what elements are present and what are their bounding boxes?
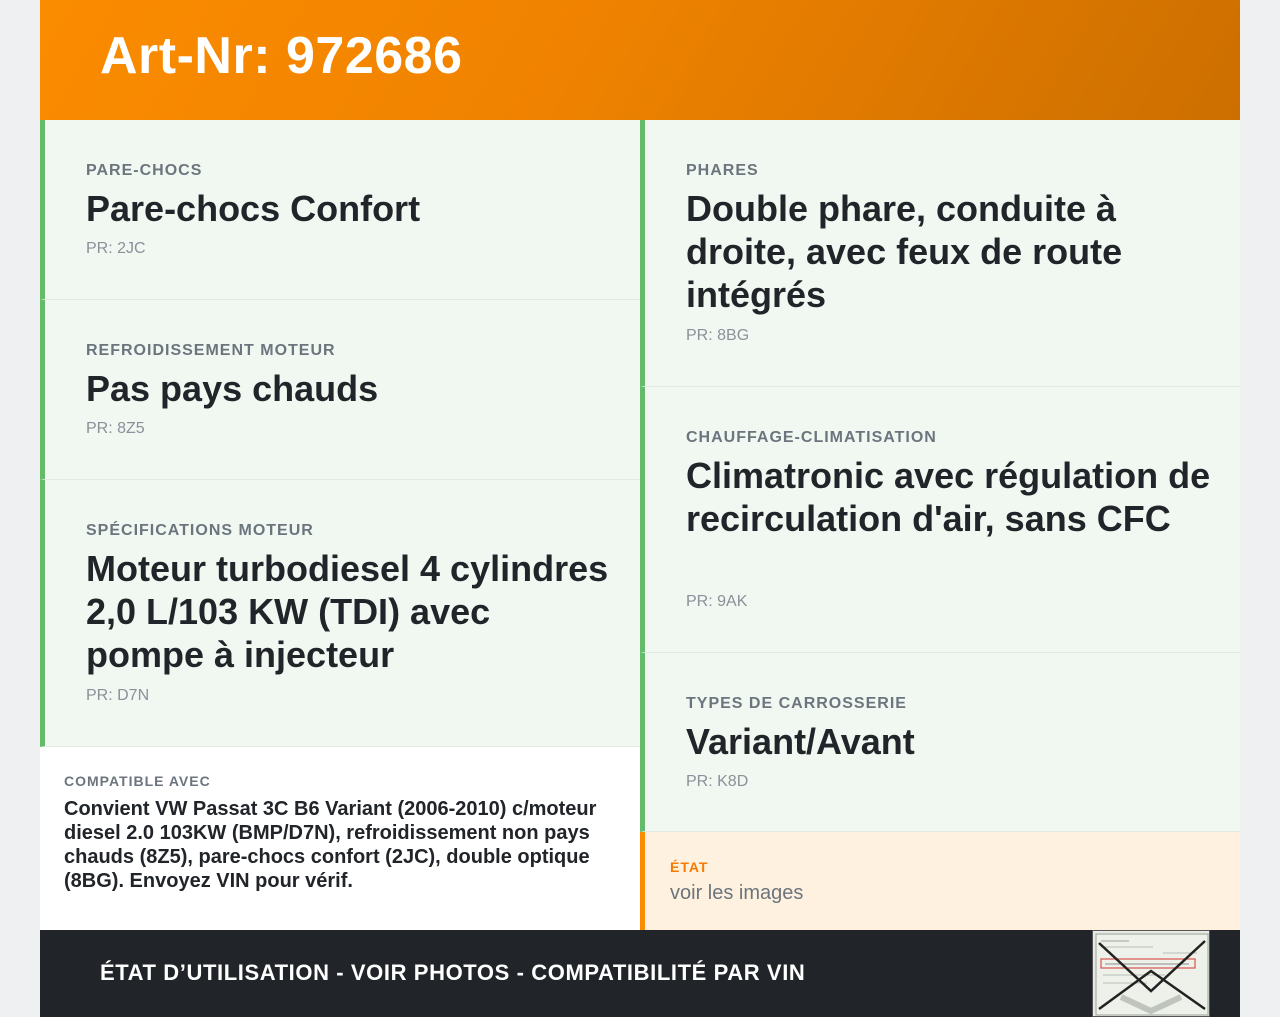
spec-card-engine-cooling	[40, 300, 640, 480]
spec-label: PARE-CHOCS	[86, 162, 203, 179]
spec-pr-code: PR: 9AK	[686, 593, 748, 610]
product-sheet	[40, 0, 1240, 1017]
spec-card-climate	[640, 387, 1240, 653]
spec-label: CHAUFFAGE-CLIMATISATION	[686, 429, 937, 446]
footer-text: ÉTAT D’UTILISATION - VOIR PHOTOS - COMPATIBILITÉ PAR VIN	[100, 960, 806, 985]
spec-pr-code: PR: 8BG	[686, 327, 750, 344]
spec-pr-code: PR: D7N	[86, 687, 150, 704]
condition-label: ÉTAT	[670, 859, 709, 875]
compatibility-box	[40, 747, 640, 930]
condition-box	[640, 832, 1240, 930]
spec-pr-code: PR: 2JC	[86, 240, 146, 257]
spec-pr-code: PR: K8D	[686, 773, 749, 790]
footer-bar	[40, 930, 1240, 1017]
spec-value: Double phare, conduite à droite, avec feux de route intégrés	[686, 188, 1123, 315]
header-banner	[40, 0, 1240, 120]
spec-pr-code: PR: 8Z5	[86, 420, 145, 437]
compatibility-label: COMPATIBLE AVEC	[64, 773, 211, 789]
spec-value: Variant/Avant	[686, 721, 915, 762]
spec-card-body-type	[640, 653, 1240, 832]
document-thumbnail-image	[1093, 931, 1210, 1017]
spec-value: Pas pays chauds	[86, 368, 379, 409]
article-number-title: Art-Nr: 972686	[100, 27, 463, 85]
condition-value: voir les images	[670, 882, 804, 904]
spec-card-bumper	[40, 120, 640, 300]
registration-document-thumbnail[interactable]	[1092, 930, 1210, 1017]
spec-value: Moteur turbodiesel 4 cylindres 2,0 L/103 KW (TDI) avec pompe à injecteur	[86, 548, 609, 675]
spec-label: PHARES	[686, 162, 759, 179]
spec-label: TYPES DE CARROSSERIE	[686, 695, 907, 712]
spec-card-headlights	[640, 120, 1240, 387]
spec-value: Pare-chocs Confort	[86, 188, 421, 229]
spec-value: Climatronic avec régulation de recirculation d'air, sans CFC	[686, 455, 1211, 539]
compatibility-text: Convient VW Passat 3C B6 Variant (2006-2010) c/moteur diesel 2.0 103KW (BMP/D7N), refroidissement non pays chauds (8Z5), pare-chocs confort (2JC), double optique (8BG). Envoyez VIN pour vérif.	[64, 798, 597, 892]
spec-label: REFROIDISSEMENT MOTEUR	[86, 342, 336, 359]
spec-card-engine-specs	[40, 480, 640, 747]
spec-label: SPÉCIFICATIONS MOTEUR	[86, 522, 314, 539]
